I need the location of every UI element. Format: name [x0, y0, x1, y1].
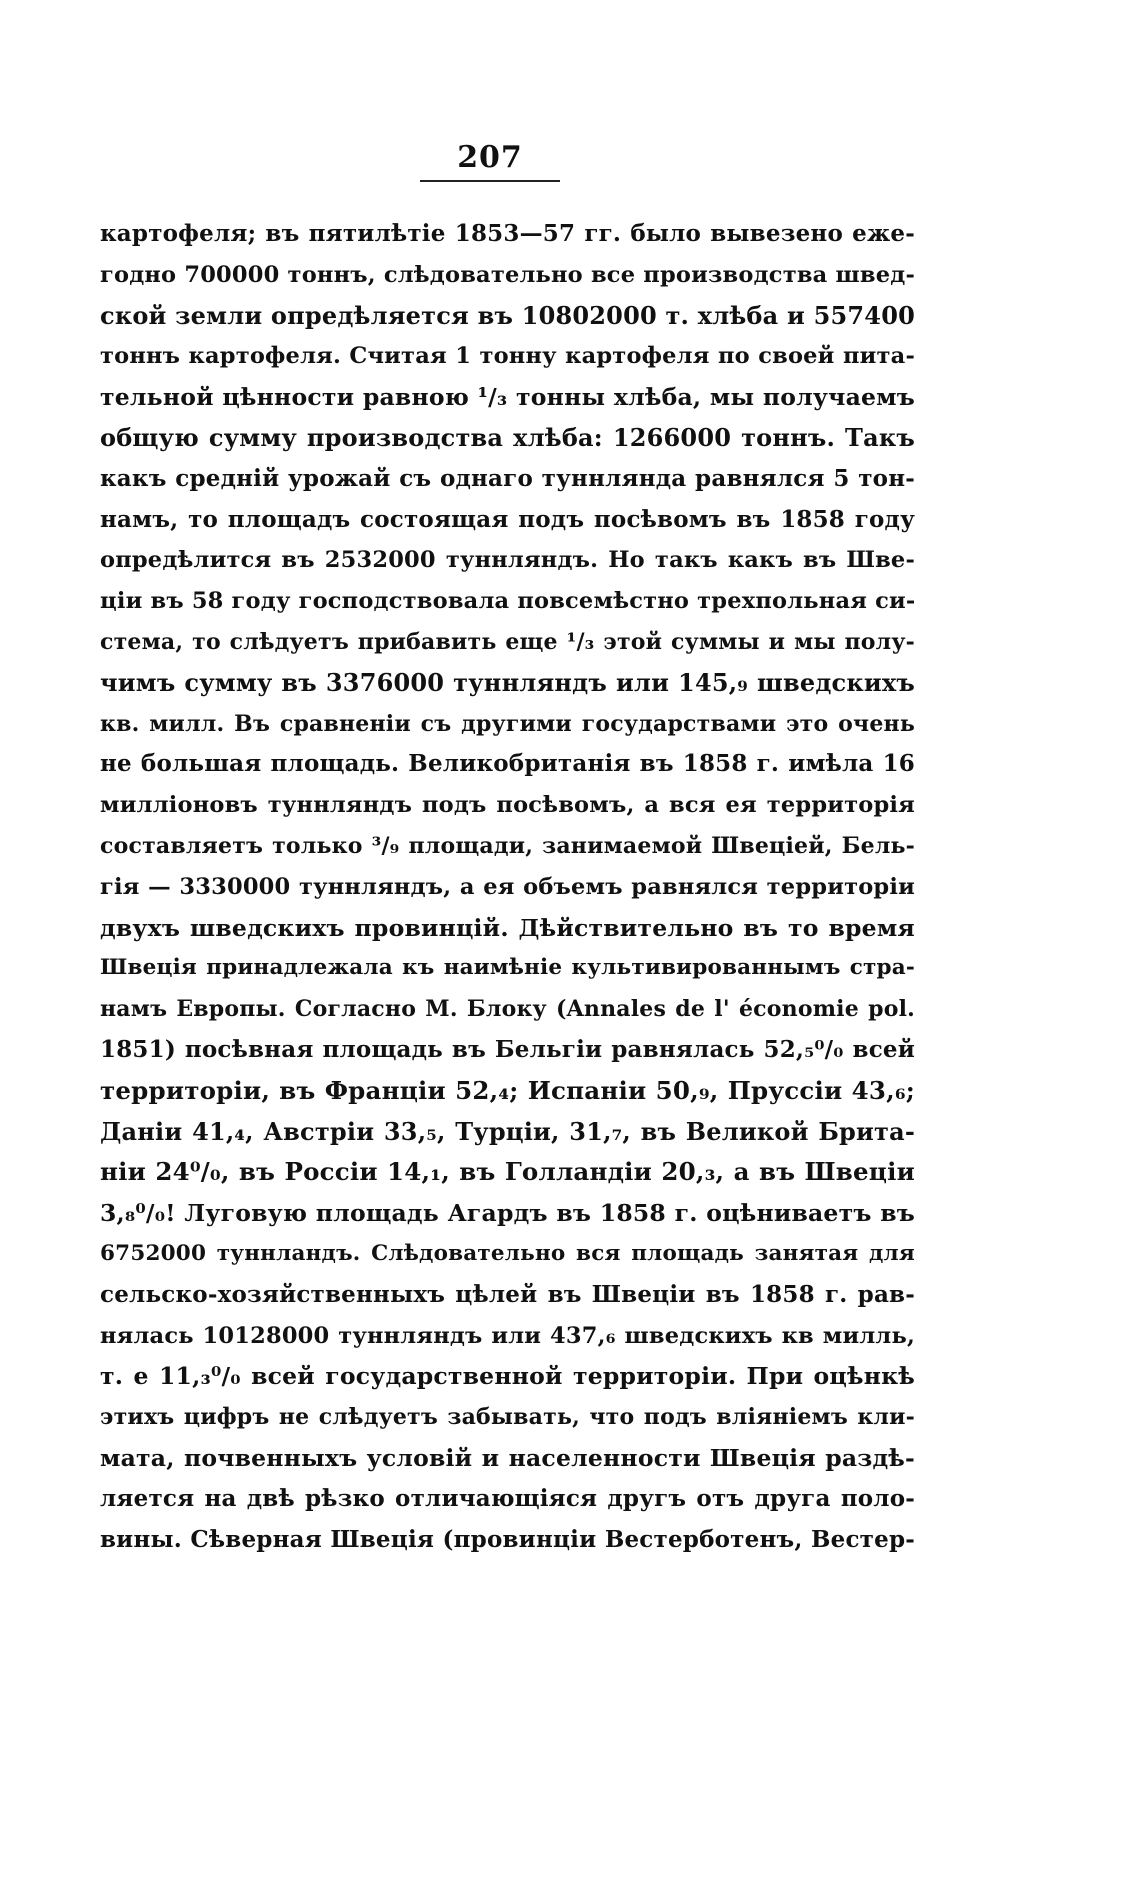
- text-line: Даніи 41,₄, Австріи 33,₅, Турціи, 31,₇, въ Великой Брита-: [100, 1116, 915, 1146]
- text-line: 3,₈⁰/₀! Луговую площадь Агардъ въ 1858 г. оцѣниваетъ въ: [100, 1199, 915, 1228]
- text-line: ляется на двѣ рѣзко отличающіяся другъ отъ друга поло-: [100, 1484, 915, 1512]
- text-line: двухъ шведскихъ провинцій. Дѣйствительно въ то время: [100, 913, 915, 942]
- text-line: ціи въ 58 году господствовала повсемѣстно трехпольная си-: [100, 588, 915, 615]
- text-line: намъ, то площадъ состоящая подъ посѣвомъ въ 1858 году: [100, 505, 915, 533]
- text-line: этихъ цифръ не слѣдуетъ забывать, что подъ вліяніемъ кли-: [100, 1404, 915, 1431]
- text-line: нялась 10128000 туннляндъ или 437,₆ шведскихъ кв милль,: [100, 1322, 915, 1349]
- text-line: т. е 11,₃⁰/₀ всей государственной территоріи. При оцѣнкѣ: [100, 1362, 915, 1391]
- text-line: какъ средній урожай съ однаго туннлянда равнялся 5 тон-: [100, 464, 915, 492]
- text-line: милліоновъ туннляндъ подъ посѣвомъ, а вся ея территорія: [100, 792, 915, 819]
- text-line: не большая площадь. Великобританія въ 1858 г. имѣла 16: [100, 750, 915, 778]
- text-line: чимъ сумму въ 3376000 туннляндъ или 145,₉ шведскихъ: [100, 667, 915, 697]
- text-line: гія — 3330000 туннляндъ, а ея объемъ равнялся территоріи: [100, 873, 915, 900]
- text-line: составляетъ только ³/₉ площади, занимаемой Швеціей, Бель-: [100, 832, 915, 859]
- text-line: ніи 24⁰/₀, въ Россіи 14,₁, въ Голландіи 20,₃, а въ Швеціи: [100, 1157, 915, 1187]
- text-line: тельной цѣнности равною ¹/₃ тонны хлѣба, мы получаемъ: [100, 383, 915, 412]
- text-line: намъ Европы. Согласно М. Блоку (Annales de l' économie pol.: [100, 996, 915, 1023]
- text-line: общую сумму производства хлѣба: 1266000 тоннъ. Такъ: [100, 422, 915, 452]
- text-line: тоннъ картофеля. Считая 1 тонну картофеля по своей пита-: [100, 343, 915, 370]
- text-line: Швеція принадлежала къ наимѣніе культивированнымъ стра-: [100, 955, 915, 981]
- text-line: сельско-хозяйственныхъ цѣлей въ Швеціи въ 1858 г. рав-: [100, 1280, 915, 1308]
- body-text: [100, 214, 915, 1560]
- text-line: мата, почвенныхъ условій и населенности Швеція раздѣ-: [100, 1443, 915, 1472]
- text-line: годно 700000 тоннъ, слѣдовательно все производства швед-: [100, 261, 915, 288]
- page-number-rule: [420, 180, 560, 182]
- text-line: территоріи, въ Франціи 52,₄; Испаніи 50,₉, Пруссіи 43,₆;: [100, 1075, 915, 1105]
- page-number: 207: [457, 140, 523, 175]
- text-line: вины. Сѣверная Швеція (провинціи Вестерботенъ, Вестер-: [100, 1525, 915, 1553]
- text-line: 6752000 туннландъ. Слѣдовательно вся площадь занятая для: [100, 1240, 915, 1266]
- text-line: картофеля; въ пятилѣтіе 1853—57 гг. было вывезено еже-: [100, 220, 915, 247]
- text-line: кв. милл. Въ сравненіи съ другими государствами это очень: [100, 710, 915, 737]
- text-line: ской земли опредѣляется въ 10802000 т. хлѣба и 557400: [100, 300, 915, 330]
- text-line: опредѣлится въ 2532000 туннляндъ. Но такъ какъ въ Шве-: [100, 547, 915, 574]
- text-line: стема, то слѣдуетъ прибавить еще ¹/₃ этой суммы и мы полу-: [100, 628, 915, 655]
- text-line: 1851) посѣвная площадь въ Бельгіи равнялась 52,₅⁰/₀ всей: [100, 1035, 915, 1063]
